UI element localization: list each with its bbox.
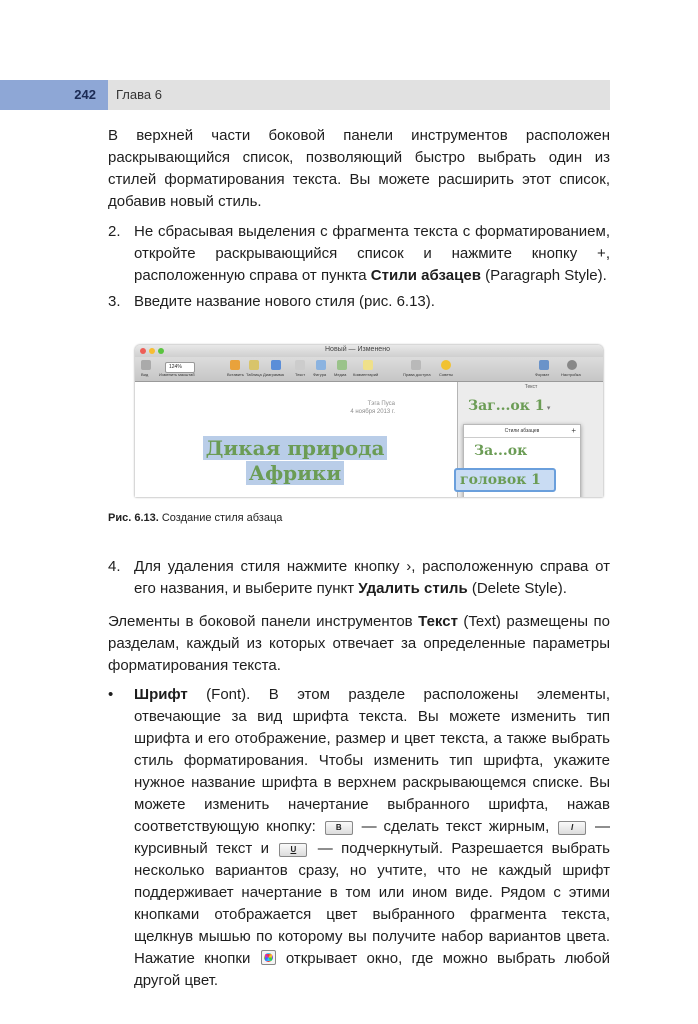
bullet-font [108, 684, 610, 992]
tb-label: Советы [439, 372, 453, 377]
tb-label: Таблица [246, 372, 262, 377]
byline-author: Тэга Пуса [367, 401, 395, 407]
close-dot-icon[interactable] [140, 348, 146, 354]
byline-date: 4 ноября 2013 г. [350, 409, 395, 415]
shape-icon[interactable] [316, 360, 326, 370]
settings-icon[interactable] [567, 360, 577, 370]
tb-label: Настройка [561, 372, 581, 377]
step-number: 2. [108, 223, 121, 240]
window-titlebar [135, 345, 603, 357]
text-icon[interactable] [295, 360, 305, 370]
step-3 [108, 291, 610, 313]
title-line-1: Дикая природа [203, 436, 388, 460]
step-2 [108, 221, 610, 287]
tb-label: Вставить [227, 372, 244, 377]
format-icon[interactable] [539, 360, 549, 370]
paragraph-styles-popup [460, 424, 581, 497]
minimize-dot-icon[interactable] [149, 348, 155, 354]
view-icon[interactable] [141, 360, 151, 370]
step-text: Для удаления стиля нажмите кнопку ›, расположенную справа от его названия, и выберите пункт Удалить стиль (Delete Style). [134, 558, 610, 597]
document-canvas[interactable] [135, 382, 453, 497]
style-item[interactable]: За...ок [474, 443, 528, 459]
underline-button: U [279, 843, 307, 857]
step-4 [108, 556, 610, 600]
byline [350, 400, 395, 416]
bullet-marker: • [108, 686, 114, 703]
step-text: Введите название нового стиля (рис. 6.13). [134, 293, 435, 310]
step-number: 3. [108, 293, 121, 310]
figure-caption: Рис. 6.13. Создание стиля абзаца [108, 512, 283, 524]
tb-label: Медиа [334, 372, 347, 377]
window-title: Новый — Изменено [325, 346, 390, 353]
chart-icon[interactable] [271, 360, 281, 370]
tb-label: Диаграмма [263, 372, 284, 377]
media-icon[interactable] [337, 360, 347, 370]
tb-label: Изменить масштаб [159, 372, 195, 377]
insert-icon[interactable] [230, 360, 240, 370]
bold-button: B [325, 821, 353, 835]
page-number: 242 [74, 87, 96, 102]
table-icon[interactable] [249, 360, 259, 370]
popup-header: Стили абзацев [464, 425, 580, 438]
document-title[interactable] [195, 436, 395, 486]
sidebar-header: Текст [524, 384, 538, 390]
tips-icon[interactable] [441, 360, 451, 370]
figure-screenshot [135, 345, 603, 497]
toolbar [135, 357, 603, 382]
step-text: Не сбрасывая выделения с фрагмента текста с форматированием, откройте раскрывающийся список и нажмите кнопку +, расположенную справа от пункта Стили абзацев (Paragraph Style). [134, 223, 610, 284]
tb-label: Вид [141, 372, 149, 377]
comment-icon[interactable] [363, 360, 373, 370]
title-line-2: Африки [246, 461, 344, 485]
step-number: 4. [108, 558, 121, 575]
add-style-button[interactable]: + [571, 426, 576, 435]
paragraph-2: Элементы в боковой панели инструментов Текст (Text) размещены по разделам, каждый из которых отвечает за определенные параметры форматирования текста. [108, 613, 610, 674]
chapter-title: Глава 6 [116, 87, 162, 102]
color-wheel-icon [261, 950, 276, 965]
page-number-tab [0, 80, 108, 110]
style-item-selected[interactable]: головок 1 [454, 468, 556, 492]
paragraph-1: В верхней части боковой панели инструментов расположен раскрывающийся список, позволяющий быстро выбрать один из стилей форматирования текста. Вы можете расширить этот список, добавив новый стиль. [108, 127, 610, 210]
tb-label: Права доступа [403, 372, 431, 377]
format-sidebar [457, 382, 603, 497]
paragraph-style-dropdown[interactable]: Заг...ок 1 ▾ [468, 398, 551, 414]
chevron-down-icon: ▾ [544, 403, 551, 412]
tb-label: Формат [535, 372, 550, 377]
tb-label: Комментарий [353, 372, 379, 377]
tb-label: Фигура [313, 372, 327, 377]
tb-label: Текст [295, 372, 306, 377]
bullet-text: Шрифт (Font). В этом разделе расположены элементы, отвечающие за вид шрифта текста. Вы можете изменить тип шрифта и его отображение, размер и цвет текста, а также выбрать стиль форматирования. Чтобы изменить тип шрифта, укажите нужное название шрифта в верхнем раскрывающемся списке. Вы можете изменить начертание выбранного шрифта, нажав соответствующую кнопку: B — сделать текст жирным, I — курсивный текст и U — подчеркнутый. Разрешается выбрать несколько вариантов сразу, но учтите, что не каждый шрифт поддерживает начертание в том или ином виде. Рядом с этими кнопками отображается цвет выбранного фрагмента текста, щелкнув мышью по которому вы получите набор вариантов цвета. Нажатие кнопки открывает окно, где можно выбрать любой другой цвет. [134, 686, 610, 989]
zoom-dot-icon[interactable] [158, 348, 164, 354]
italic-button: I [558, 821, 586, 835]
share-icon[interactable] [411, 360, 421, 370]
running-header [108, 80, 610, 110]
zoom-select[interactable]: 124% [165, 362, 195, 373]
